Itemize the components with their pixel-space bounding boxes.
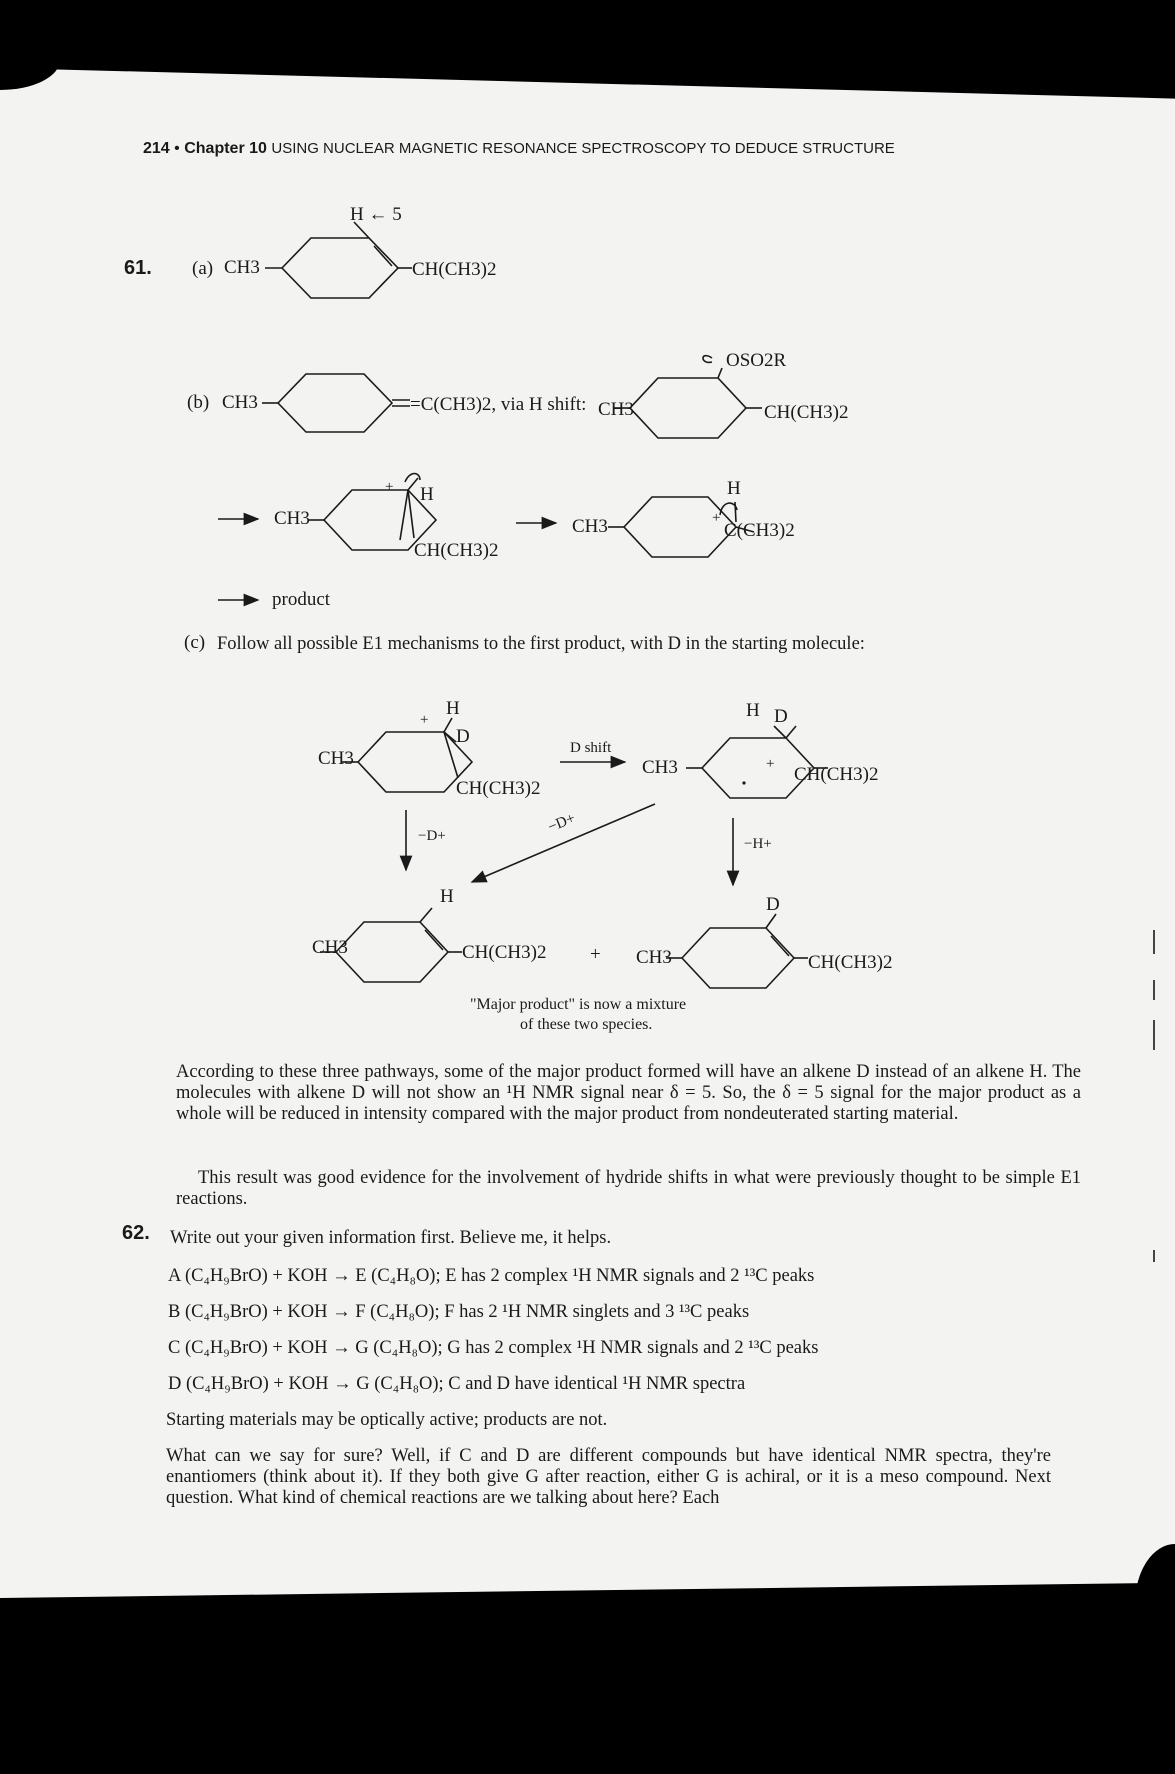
substituent-label: C(CH3)2 bbox=[724, 520, 795, 541]
substituent-label: =C(CH3)2, via H shift: bbox=[410, 394, 587, 415]
loss-label: −H+ bbox=[744, 836, 772, 852]
cyclohexene-ring-61a bbox=[282, 238, 398, 298]
part-c-instruction: Follow all possible E1 mechanisms to the first product, with D in the starting molecule: bbox=[217, 634, 865, 654]
loss-label: −D+ bbox=[545, 810, 578, 836]
explanation-paragraph: According to these three pathways, some of the major product formed will have an alkene D instead of an alkene H. The molecules with alkene D will not show an ¹H NMR signal near δ = 5. So, the δ = 5 signal for the major product as a whole will be reduced in intensity compared with the major product from nondeuterated starting material. bbox=[176, 1062, 1081, 1124]
nmr-annotation: H ← 5 bbox=[350, 204, 402, 225]
substituent-label: CH3 bbox=[636, 947, 672, 968]
substituent-label: CH3 bbox=[312, 937, 348, 958]
q62-intro: Write out your given information first. Believe me, it helps. bbox=[170, 1228, 612, 1248]
plus-sign: + bbox=[590, 944, 601, 965]
loss-label: −D+ bbox=[418, 828, 446, 844]
d-shift-label: D shift bbox=[570, 740, 612, 756]
atom-label: D bbox=[766, 894, 780, 915]
q62-paragraph: What can we say for sure? Well, if C and D are different compounds but have identical NMR spectra, they're enantiomers (think about it). If they both give G after reaction, either G is achiral, or it is a meso compound. Next question. What kind of chemical reactions are we talking about here? Each bbox=[166, 1446, 1051, 1508]
part-label-a: (a) bbox=[192, 258, 214, 279]
cyclohexane-ring-61b-sm bbox=[630, 378, 746, 438]
substituent-label: CH3 bbox=[572, 516, 608, 537]
atom-label: H bbox=[440, 886, 454, 907]
atom-label: H bbox=[727, 478, 741, 499]
header-bullet: • bbox=[174, 140, 180, 157]
part-label-b: (b) bbox=[187, 392, 210, 413]
cyclohexene-ring-61c-p1 bbox=[336, 922, 448, 982]
atom-label: H bbox=[446, 698, 460, 719]
chapter-title: USING NUCLEAR MAGNETIC RESONANCE SPECTROSCOPY TO DEDUCE STRUCTURE bbox=[271, 140, 895, 157]
substituent-label: CH(CH3)2 bbox=[794, 764, 879, 785]
charge-label: + bbox=[385, 479, 394, 495]
cyclohexane-ring-61b bbox=[278, 374, 392, 432]
atom-label: H bbox=[420, 484, 434, 505]
substituent-label: CH(CH3)2 bbox=[764, 402, 849, 423]
substituent-label: CH3 bbox=[642, 757, 678, 778]
given-line: C (C₄H₉BrO) + KOH → G (C₄H₈O); G has 2 complex ¹H NMR signals and 2 ¹³C peaks bbox=[168, 1338, 819, 1358]
atom-label: D bbox=[456, 726, 470, 747]
charge-label: + bbox=[766, 756, 775, 772]
margin-mark bbox=[1153, 980, 1155, 1000]
margin-mark bbox=[1153, 930, 1155, 954]
charge-label: + bbox=[712, 510, 721, 526]
chapter-label: Chapter 10 bbox=[184, 140, 267, 157]
substituent-label: CH3 bbox=[274, 508, 310, 529]
leaving-group-label: OSO2R bbox=[726, 350, 787, 371]
given-line: D (C₄H₉BrO) + KOH → G (C₄H₈O); C and D have identical ¹H NMR spectra bbox=[168, 1374, 746, 1394]
substituent-label: CH(CH3)2 bbox=[414, 540, 499, 561]
substituent-label: CH(CH3)2 bbox=[462, 942, 547, 963]
question-number: 62. bbox=[122, 1222, 150, 1244]
cyclohexene-ring-61c-p2 bbox=[682, 928, 794, 988]
substituent-label: CH(CH3)2 bbox=[456, 778, 541, 799]
substituent-label: CH3 bbox=[222, 392, 258, 413]
atom-label: H bbox=[746, 700, 760, 721]
q62-note: Starting materials may be optically active; products are not. bbox=[166, 1410, 608, 1430]
substituent-label: CH(CH3)2 bbox=[412, 259, 497, 280]
margin-mark bbox=[1153, 1020, 1155, 1050]
caption-line-1: "Major product" is now a mixture bbox=[470, 996, 687, 1013]
page-number: 214 bbox=[143, 140, 170, 157]
conclusion-paragraph: This result was good evidence for the involvement of hydride shifts in what were previously thought to be simple E1 reactions. bbox=[176, 1168, 1081, 1209]
cyclohexane-ring-61b-i2 bbox=[624, 497, 736, 557]
substituent-label: CH(CH3)2 bbox=[808, 952, 893, 973]
substituent-label: CH3 bbox=[224, 257, 260, 278]
substituent-label: CH3 bbox=[598, 399, 634, 420]
given-line: A (C₄H₉BrO) + KOH → E (C₄H₈O); E has 2 complex ¹H NMR signals and 2 ¹³C peaks bbox=[168, 1266, 815, 1286]
question-number: 61. bbox=[124, 257, 152, 279]
substituent-label: CH3 bbox=[318, 748, 354, 769]
margin-mark bbox=[1153, 1250, 1155, 1262]
atom-label: D bbox=[774, 706, 788, 727]
caption-line-2: of these two species. bbox=[520, 1016, 653, 1033]
given-line: B (C₄H₉BrO) + KOH → F (C₄H₈O); F has 2 ¹H NMR singlets and 3 ¹³C peaks bbox=[168, 1302, 750, 1322]
part-label-c: (c) bbox=[184, 632, 206, 653]
charge-label: + bbox=[420, 712, 429, 728]
product-label: product bbox=[272, 589, 331, 610]
